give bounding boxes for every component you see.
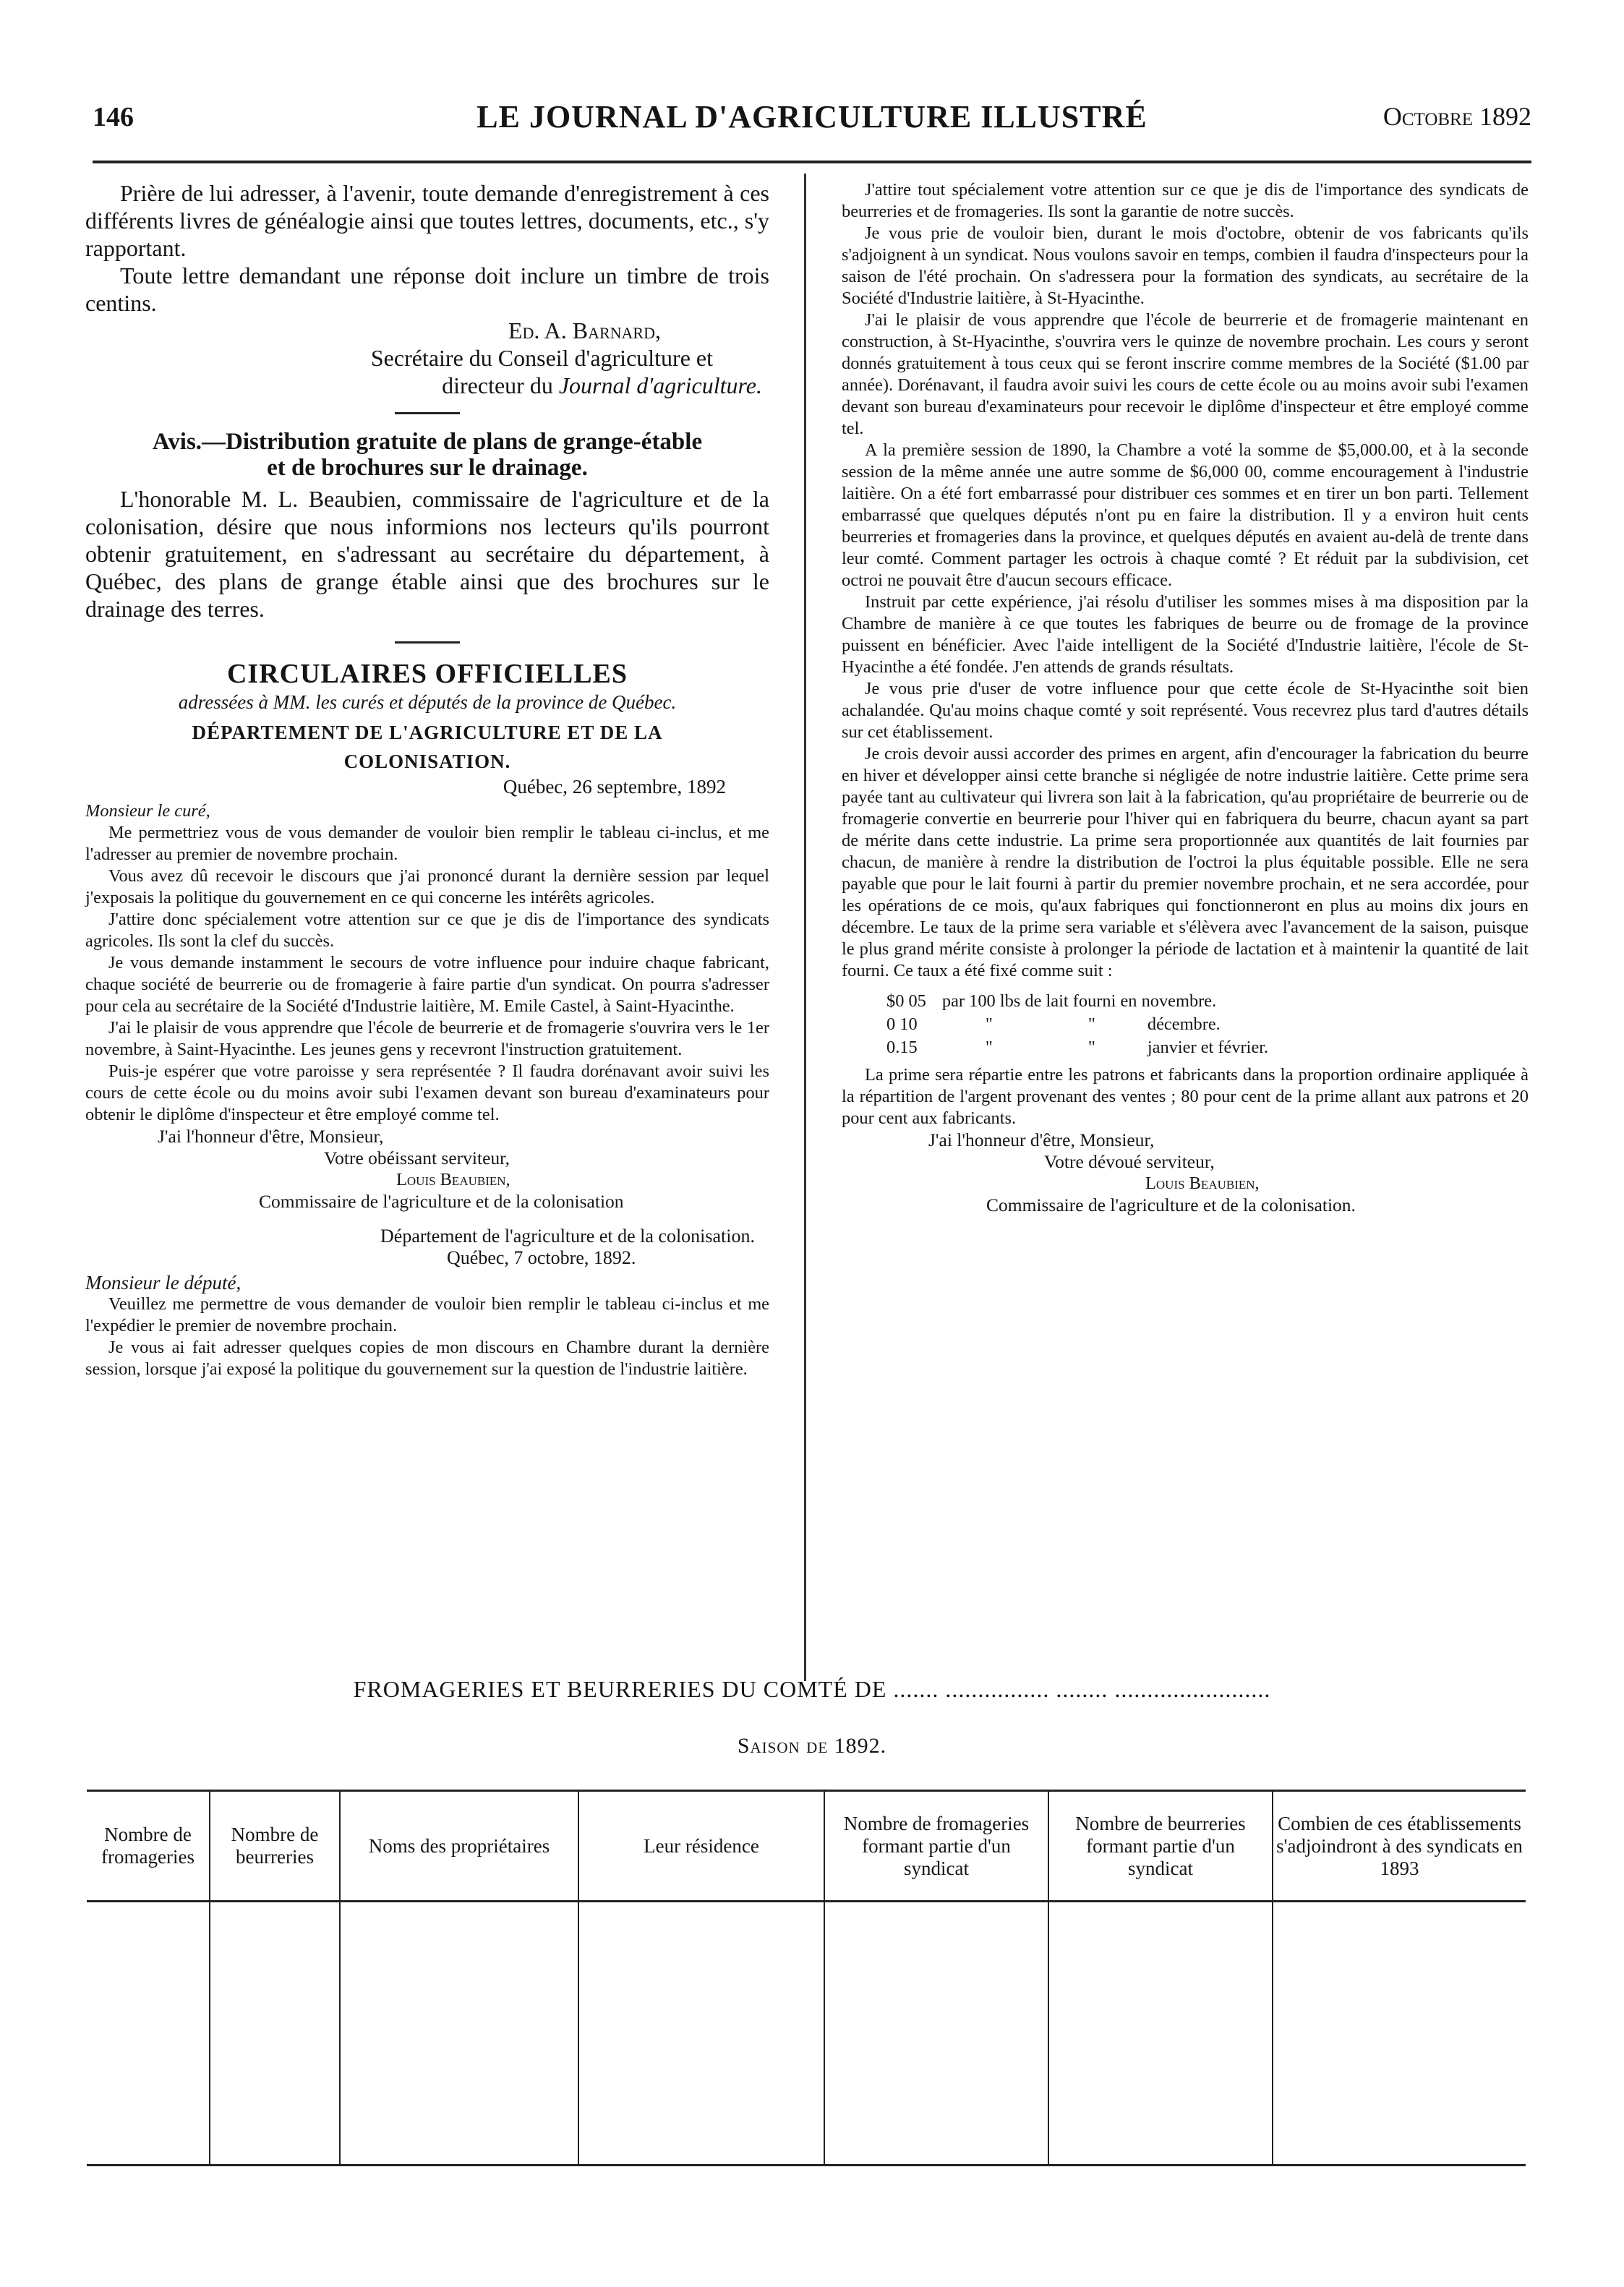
left-column <box>85 179 769 1380</box>
column-header: Nombre de beurreries <box>210 1791 340 1902</box>
section-rule-2 <box>395 641 460 644</box>
column-header: Combien de ces établissements s'adjoindront à des syndicats en 1893 <box>1273 1791 1526 1902</box>
signature-title-2: directeur du Journal d'agriculture. <box>442 372 762 398</box>
rate-row <box>886 991 1283 1012</box>
depute-paragraph-2: Je vous ai fait adresser quelques copies de mon discours en Chambre durant la dernière session, lorsque j'ai exposé la politique du gouvernement sur la question de l'industrie laitière. <box>85 1338 769 1379</box>
blank-cell <box>578 1902 824 2166</box>
blank-cell <box>824 1902 1048 2166</box>
department-line-2-dateline: Département de l'agriculture et de la colonisation. <box>380 1226 755 1247</box>
department-heading <box>85 718 769 776</box>
dateline-1: Québec, 26 septembre, 1892 <box>503 776 726 798</box>
genealogy-paragraph-2: Toute lettre demandant une réponse doit inclure un timbre de trois centins. <box>85 262 769 316</box>
right-paragraph-2: Je vous prie de vouloir bien, durant le mois d'octobre, obtenir de vos fabricants qu'ils s'adjoignent à un syndicat. Nous voulons savoir en temps, combien il faudra d'inspecteurs pour la saison de l'été prochain. On s'adressera pour la formation des syndicats, au secrétaire de la Société d'Industrie laitière, à St-Hyacinthe. <box>842 223 1529 308</box>
right-closing-1: J'ai l'honneur d'être, Monsieur, <box>928 1129 1155 1150</box>
rate-row <box>886 1014 1283 1035</box>
form-blank-row <box>87 1902 1526 2166</box>
cure-paragraph-4: Je vous demande instamment le secours de votre influence pour induire chaque fabricant, chaque société de beurrerie ou de fromagerie à faire partie d'un syndicat. On pourra s'adresser pour cela au secrétaire de la Société d'Industrie laitière, M. Emile Castel, à Saint-Hyacinthe. <box>85 953 769 1016</box>
signature-title: Secrétaire du Conseil d'agriculture et <box>370 345 713 371</box>
right-closing-2: Votre dévoué serviteur, <box>1044 1151 1215 1172</box>
rate-description: janvier et février. <box>1147 1038 1269 1057</box>
avis-title-line-1: Avis.—Distribution gratuite de plans de grange-étable <box>152 429 703 455</box>
blank-cell <box>210 1902 340 2166</box>
ditto-mark: " <box>1087 1038 1095 1057</box>
cure-paragraph-3: J'attire donc spécialement votre attention sur ce que je dis de l'importance des syndicats agricoles. Ils sont la clef du succès. <box>85 910 769 951</box>
depute-paragraph-1: Veuillez me permettre de vous demander de vouloir bien remplir le tableau ci-inclus et me l'expédier le premier de novembre prochain. <box>85 1294 769 1335</box>
circular-cure <box>85 776 769 1380</box>
avis-heading <box>85 429 769 481</box>
department-line-1: DÉPARTEMENT DE L'AGRICULTURE ET DE LA <box>192 722 663 743</box>
rate-amount: $0 05 <box>886 991 926 1011</box>
rate-description: par 100 lbs de lait fourni en novembre. <box>941 991 1217 1011</box>
ditto-mark: " <box>1087 1014 1095 1034</box>
right-paragraph-7: Je crois devoir aussi accorder des primes en argent, afin d'encourager la fabrication du beurre en hiver et développer ainsi cette branche si négligée de notre industrie laitière. Cette prime sera payée tant au cultivateur qui livrera son lait à la fabrication, qu'au propriétaire de beurrerie ou de fromagerie convertie en beurrerie pour l'hiver qui en fabriquera du beurre, chacun ayant sa part de mérite dans cette industrie. La prime sera proportionnée aux quantités de lait fournies par chacun, de manière à rendre la distribution de l'octroi la plus équitable possible. Elle ne sera payable que pour le lait fourni à partir du premier novembre prochain, et ne sera accordée, pour les opérations de ce mois, qu'aux fabriques qui fonctionneront en plus au moins dix jours en décembre. Le taux de la prime sera variable et s'élèvera avec l'avancement de la saison, puisque le plus grand mérite consiste à prolonger la période de lactation et à maintenir la quantité de lait fourni. Ce taux a été fixé comme suit : <box>842 744 1529 980</box>
right-closing-signature: Louis Beaubien, <box>1145 1174 1260 1193</box>
header-rule <box>93 161 1531 163</box>
signature-name: Ed. A. Barnard, <box>508 317 661 343</box>
closing-title: Commissaire de l'agriculture et de la colonisation <box>259 1191 624 1212</box>
column-header: Nombre de beurreries formant partie d'un syndicat <box>1048 1791 1273 1902</box>
blank-cell <box>1273 1902 1526 2166</box>
avis-title-line-2: et de brochures sur le drainage. <box>267 455 588 481</box>
circulaires-subtitle: adressées à MM. les curés et députés de la province de Québec. <box>178 691 677 713</box>
page-number: 146 <box>93 102 134 132</box>
cure-paragraph-5: J'ai le plaisir de vous apprendre que l'école de beurrerie et de fromagerie s'ouvrira vers le 1er novembre, à Saint-Hyacinthe. Les jeunes gens y recevront l'instruction gratuitement. <box>85 1018 769 1059</box>
right-paragraph-4: A la première session de 1890, la Chambre a voté la somme de $5,000.00, et à la seconde session de la même année une autre somme de $6,000 00, comme encouragement à l'industrie laitière. On a été fort embarrassé pour distribuer ces sommes et en tirer un bon parti. Tellement embarrassé que quelques députés n'ont pu en faire la distribution. Il y a environ huit cents beurreries et fromageries dans la province, et quelques députés en avaient au-delà de trente dans leur comté. Comment partager les octrois à chaque comté ? Et réduit par la subdivision, cet octroi ne pouvait être d'aucun secours efficace. <box>842 440 1529 590</box>
journal-title: LE JOURNAL D'AGRICULTURE ILLUSTRÉ <box>476 99 1148 134</box>
closing-2: Votre obéissant serviteur, <box>324 1147 510 1168</box>
ditto-mark: " <box>985 1014 993 1034</box>
avis-body <box>85 485 769 623</box>
column-divider <box>804 174 806 1681</box>
rate-description: décembre. <box>1147 1014 1221 1034</box>
cure-paragraph-1: Me permettriez vous de vous demander de vouloir bien remplir le tableau ci-inclus, et me l'adresser au premier de novembre prochain. <box>85 823 769 864</box>
survey-form-table <box>87 1790 1526 2166</box>
closing-signature: Louis Beaubien, <box>396 1170 510 1189</box>
right-column <box>842 179 1529 1216</box>
rate-row <box>886 1037 1283 1059</box>
form-header-row <box>87 1791 1526 1902</box>
department-line-2: COLONISATION. <box>343 751 511 772</box>
right-paragraph-5: Instruit par cette expérience, j'ai résolu d'utiliser les sommes mises à ma disposition par la Chambre de manière à ce que toutes les fabriques de beurre ou de fromage de la province puissent en bénéficier. Avec l'aide intelligent de la Société d'Industrie laitière, l'école de St-Hyacinthe a été fondée. J'en attends de grands résultats. <box>842 592 1529 677</box>
right-paragraph-1: J'attire tout spécialement votre attention sur ce que je dis de l'importance des syndicats de beurreries et de fromageries. Ils sont la garantie de notre succès. <box>842 180 1529 221</box>
circulaires-title: CIRCULAIRES OFFICIELLES <box>226 659 628 689</box>
blank-cell <box>1048 1902 1273 2166</box>
section-rule <box>395 412 460 414</box>
right-paragraph-3: J'ai le plaisir de vous apprendre que l'école de beurrerie et de fromagerie maintenant en construction, à St-Hyacinthe, s'ouvrira vers le quinze de novembre prochain. Les cours y seront donnés gratuitement à tous ceux qui se feront inscrire comme membres de la Société ($1.00 par année). Dorénavant, il faudra avoir suivi les cours de cette école ou au moins avoir subi l'examen devant son bureau d'examinateurs pour recevoir le diplôme d'inspecteur et être employé comme tel. <box>842 310 1529 438</box>
form-title: FROMAGERIES ET BEURRERIES DU COMTÉ DE ....... ................ ........ ........................ <box>353 1676 1271 1702</box>
rate-amount: 0.15 <box>886 1038 918 1057</box>
salutation-cure: Monsieur le curé, <box>85 801 210 821</box>
cure-paragraph-6: Puis-je espérer que votre paroisse y sera représentée ? Il faudra dorénavant avoir suivi les cours de cette école ou du moins avoir subi l'examen devant son bureau d'examinateurs pour obtenir le diplôme d'inspecteur et être employé comme tel. <box>85 1061 769 1124</box>
column-header: Noms des propriétaires <box>340 1791 578 1902</box>
ditto-mark: " <box>985 1038 993 1057</box>
dateline-2: Québec, 7 octobre, 1892. <box>447 1247 636 1268</box>
column-header: Nombre de fromageries <box>87 1791 210 1902</box>
blank-cell <box>87 1902 210 2166</box>
issue-date: Octobre 1892 <box>1382 102 1531 131</box>
avis-paragraph: L'honorable M. L. Beaubien, commissaire de l'agriculture et de la colonisation, désire que nous informions nos lecteurs qu'ils pourront obtenir gratuitement, en s'adressant au secrétaire du département, à Québec, des plans de grange étable ainsi que des brochures sur le drainage des terres. <box>85 486 769 622</box>
genealogy-notice <box>85 179 769 399</box>
prime-rates-table <box>885 989 1284 1060</box>
cure-paragraph-2: Vous avez dû recevoir le discours que j'ai prononcé durant la dernière session par lequel j'exposais la politique du gouvernement en ce qui concerne les intérêts agricoles. <box>85 866 769 907</box>
right-paragraph-8: La prime sera répartie entre les patrons et fabricants dans la proportion ordinaire appliquée à la répartition de l'argent provenant des ventes ; 80 pour cent de la prime allant aux patrons et 20 pour cent aux fabricants. <box>842 1065 1529 1128</box>
salutation-depute: Monsieur le député, <box>85 1272 242 1294</box>
column-header: Leur résidence <box>578 1791 824 1902</box>
closing-1: J'ai l'honneur d'être, Monsieur, <box>158 1126 384 1147</box>
genealogy-paragraph-1: Prière de lui adresser, à l'avenir, toute demande d'enregistrement à ces différents livres de généalogie ainsi que toutes lettres, documents, etc., s'y rapportant. <box>85 180 769 261</box>
right-closing-title: Commissaire de l'agriculture et de la colonisation. <box>986 1194 1356 1215</box>
page-header <box>93 95 1531 139</box>
column-header: Nombre de fromageries formant partie d'un syndicat <box>824 1791 1048 1902</box>
blank-cell <box>340 1902 578 2166</box>
form-season: Saison de 1892. <box>737 1734 887 1758</box>
rate-amount: 0 10 <box>886 1014 918 1034</box>
right-paragraph-6: Je vous prie d'user de votre influence pour que cette école de St-Hyacinthe soit bien achalandée. Qu'au moins chaque comté y soit représenté. Vous recevrez plus tard d'autres détails sur cet établissement. <box>842 679 1529 742</box>
